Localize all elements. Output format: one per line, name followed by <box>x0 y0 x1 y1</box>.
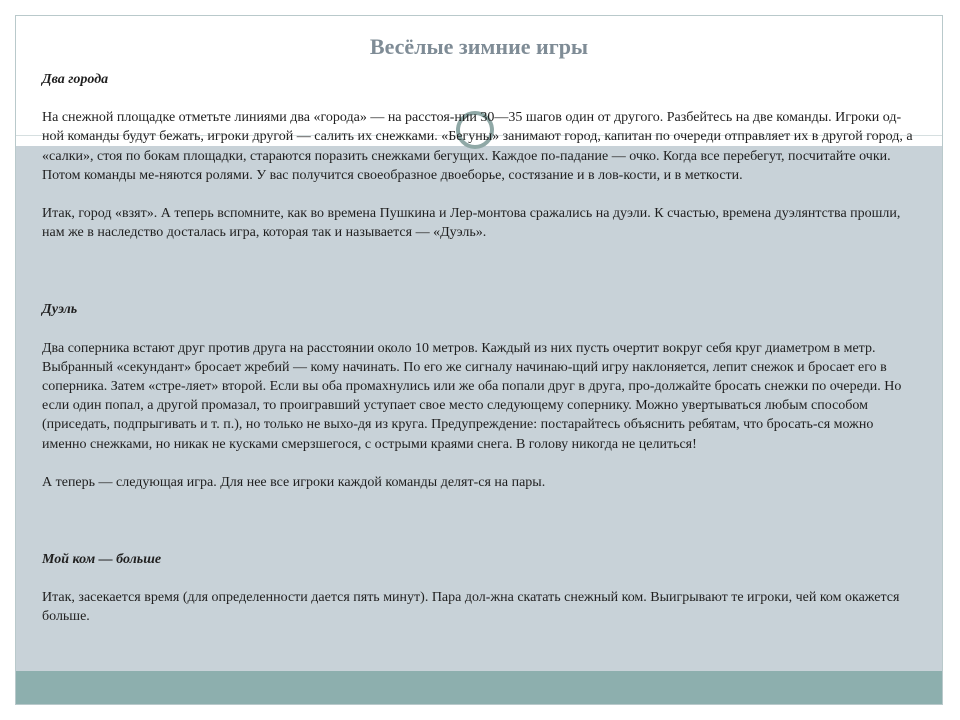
footer-band <box>16 671 942 705</box>
slide-body <box>42 70 916 627</box>
slide-title: Весёлые зимние игры <box>369 34 589 59</box>
slide-frame <box>15 15 943 705</box>
section-heading-moy-kom: Мой ком — больше <box>42 552 162 568</box>
paragraph: Итак, город «взят». А теперь вспомните, как во времена Пушкина и Лер-монтова сражались на дуэли. К счастью, времена дуэлянтства прошли, нам же в наследство досталась игра, которая так и называется — «Дуэль». <box>42 206 901 241</box>
paragraph: А теперь — следующая игра. Для нее все игроки каждой команды делят-ся на пары. <box>42 474 546 490</box>
paragraph: Итак, засекается время (для определенности дается пять минут). Пара дол-жна скатать снежный ком. Выигрывают те игроки, чей ком окажется больше. <box>42 590 900 625</box>
paragraph: Два соперника встают друг против друга на расстоянии около 10 метров. Каждый из них пусть очертит вокруг себя круг диаметром в метр. Выбранный «секундант» бросает жребий — кому начинать. По его же сигналу начинаю-щий игру наклоняется, лепит снежок и бросает его в соперника. Затем «стре-ляет» второй. Если вы оба промахнулись или же оба попали друг в друга, про-должайте бросать снежки по очереди. Но если один попал, а другой промазал, то проигравший уступает свое место следующему сопернику. Можно увертываться любым способом (приседать, подпрыгивать и т. п.), но только не выхо-дя из круга. Предупреждение: постарайтесь объяснить ребятам, что бросать-ся можно именно снежками, но никак не кусками смерзшегося, с острыми краями снега. В голову никогда не целиться! <box>42 340 902 452</box>
section-heading-duel: Дуэль <box>42 302 78 318</box>
section-heading-dva-goroda: Два города <box>42 72 109 87</box>
paragraph: На снежной площадке отметьте линиями два «города» — на расстоя-нии 30—35 шагов один от другого. Разбейтесь на две команды. Игроки од-ной команды будут бежать, игроки другой — салить их снежками. «Бегуны» занимают город, капитан по очереди отправляет их в другой город, а «салки», стоя по бокам площадки, стараются поразить снежками бегущих. Каждое по-падание — очко. Когда все перебегут, посчитайте очки. Потом команды ме-няются ролями. У вас получится своеобразное двоеборье, состязание и в лов-кости, и в меткости. <box>42 110 913 183</box>
